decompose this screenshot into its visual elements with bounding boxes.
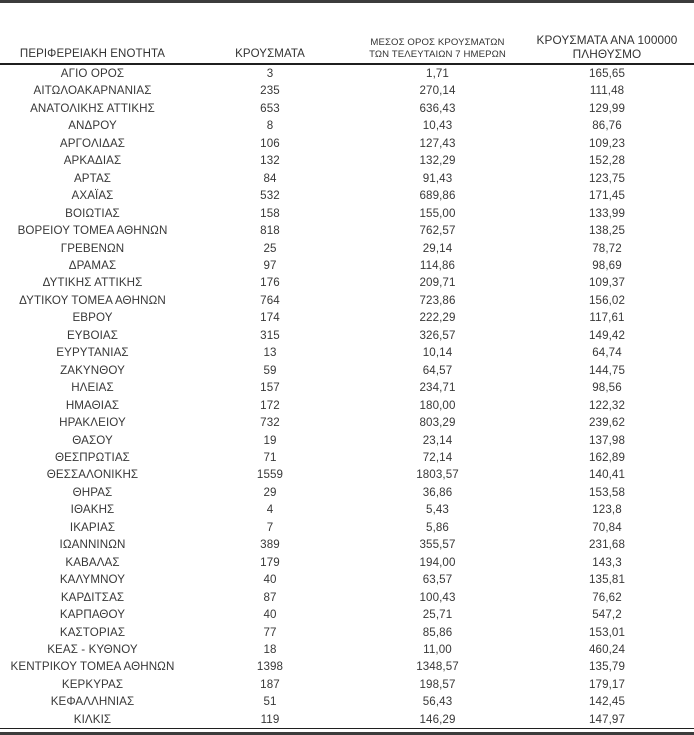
cases-cell: 8 xyxy=(266,119,274,133)
per100k-cell: 111,48 xyxy=(589,84,625,98)
cases-cell: 158 xyxy=(260,206,280,220)
table-row xyxy=(0,292,694,309)
table-body xyxy=(0,64,694,729)
cases-cell: 179 xyxy=(260,555,280,569)
region-cell: ΗΡΑΚΛΕΙΟΥ xyxy=(59,416,126,430)
region-cell: ΒΟΙΩΤΙΑΣ xyxy=(65,206,120,220)
table-row xyxy=(0,309,694,326)
region-cell: ΗΛΕΙΑΣ xyxy=(71,381,114,395)
cases-cell: 389 xyxy=(260,538,280,552)
avg7-cell: 146,29 xyxy=(419,712,456,726)
cases-cell: 71 xyxy=(263,450,277,464)
per100k-cell: 231,68 xyxy=(588,538,626,552)
avg7-cell: 10,43 xyxy=(422,119,453,133)
region-cell: ΚΑΡΠΑΘΟΥ xyxy=(59,608,126,622)
table-row xyxy=(0,170,694,187)
cases-cell: 176 xyxy=(260,276,280,290)
per100k-cell: 123,8 xyxy=(592,503,622,517)
region-cell: ΑΙΤΩΛΟΑΚΑΡΝΑΝΙΑΣ xyxy=(33,84,152,98)
col-header-avg7 xyxy=(355,3,520,64)
table-row xyxy=(0,117,694,134)
cases-cell: 51 xyxy=(263,695,277,709)
per100k-cell: 165,65 xyxy=(588,67,626,80)
avg7-cell: 803,29 xyxy=(419,416,456,430)
cases-cell: 3 xyxy=(266,67,274,80)
per100k-cell: 64,74 xyxy=(592,346,622,360)
avg7-cell: 636,43 xyxy=(419,101,456,115)
table-row xyxy=(0,432,694,449)
per100k-cell: 98,69 xyxy=(592,258,622,272)
table-row xyxy=(0,64,694,82)
avg7-cell: 689,86 xyxy=(419,189,456,203)
regional-cases-table xyxy=(0,3,694,729)
per100k-cell: 133,99 xyxy=(588,206,626,220)
avg7-cell: 5,43 xyxy=(426,503,449,517)
table-row xyxy=(0,187,694,204)
table-row xyxy=(0,379,694,396)
table-row xyxy=(0,606,694,623)
table-row xyxy=(0,589,694,606)
avg7-cell: 64,57 xyxy=(422,363,453,377)
table-row xyxy=(0,152,694,169)
region-cell: ΔΡΑΜΑΣ xyxy=(68,258,117,272)
region-cell: ΙΩΑΝΝΙΝΩΝ xyxy=(59,538,126,552)
avg7-cell: 762,57 xyxy=(419,224,456,238)
table-row xyxy=(0,397,694,414)
cases-cell: 7 xyxy=(266,520,274,534)
table-row xyxy=(0,327,694,344)
region-cell: ΕΒΡΟΥ xyxy=(72,311,113,325)
region-cell: ΚΑΣΤΟΡΙΑΣ xyxy=(59,625,126,639)
table-row xyxy=(0,484,694,501)
per100k-cell: 162,89 xyxy=(588,450,626,464)
col-header-per100k xyxy=(520,3,694,64)
avg7-cell: 11,00 xyxy=(423,642,452,656)
per100k-cell: 138,25 xyxy=(588,224,626,238)
table-row xyxy=(0,222,694,239)
per100k-cell: 109,37 xyxy=(588,276,626,290)
region-cell: ΚΑΡΔΙΤΣΑΣ xyxy=(60,590,125,604)
cases-cell: 172 xyxy=(260,398,280,412)
col-header-per100k-line1: ΚΡΟΥΣΜΑΤΑ ΑΝΑ 100000 xyxy=(536,33,678,47)
avg7-cell: 25,71 xyxy=(422,608,453,622)
table-row xyxy=(0,344,694,361)
per100k-cell: 179,17 xyxy=(588,677,626,691)
table-row xyxy=(0,82,694,99)
per100k-cell: 98,56 xyxy=(592,381,622,395)
cases-cell: 653 xyxy=(260,101,280,115)
region-cell: ΑΝΑΤΟΛΙΚΗΣ ΑΤΤΙΚΗΣ xyxy=(30,101,155,115)
region-cell: ΚΕΦΑΛΛΗΝΙΑΣ xyxy=(50,695,135,709)
cases-cell: 59 xyxy=(263,363,277,377)
avg7-cell: 270,14 xyxy=(419,84,456,98)
cases-cell: 732 xyxy=(260,416,280,430)
cases-cell: 19 xyxy=(263,433,277,447)
avg7-cell: 114,86 xyxy=(419,258,456,272)
per100k-cell: 149,42 xyxy=(588,328,626,342)
avg7-cell: 180,00 xyxy=(419,398,456,412)
table-row xyxy=(0,274,694,291)
per100k-cell: 122,32 xyxy=(588,398,626,412)
region-cell: ΑΡΚΑΔΙΑΣ xyxy=(63,154,122,168)
avg7-cell: 85,86 xyxy=(422,625,453,639)
region-cell: ΑΓΙΟ ΟΡΟΣ xyxy=(60,67,125,80)
per100k-cell: 239,62 xyxy=(588,416,626,430)
cases-cell: 13 xyxy=(263,346,277,360)
avg7-cell: 194,00 xyxy=(419,555,456,569)
cases-cell: 132 xyxy=(260,154,280,168)
avg7-cell: 36,86 xyxy=(422,485,453,499)
table-row xyxy=(0,100,694,117)
cases-cell: 97 xyxy=(263,258,277,272)
per100k-cell: 152,28 xyxy=(588,154,626,168)
avg7-cell: 56,43 xyxy=(422,695,453,709)
table-row xyxy=(0,624,694,641)
cases-cell: 532 xyxy=(260,189,280,203)
table-row xyxy=(0,554,694,571)
avg7-cell: 5,86 xyxy=(426,520,449,534)
region-cell: ΚΙΛΚΙΣ xyxy=(73,712,112,726)
avg7-cell: 63,57 xyxy=(422,573,453,587)
per100k-cell: 143,3 xyxy=(592,555,622,569)
per100k-cell: 153,01 xyxy=(588,625,626,639)
region-cell: ΑΧΑΪΑΣ xyxy=(71,189,114,203)
table-row xyxy=(0,711,694,729)
table-row xyxy=(0,501,694,518)
region-cell: ΔΥΤΙΚΟΥ ΤΟΜΕΑ ΑΘΗΝΩΝ xyxy=(19,293,166,307)
region-cell: ΙΚΑΡΙΑΣ xyxy=(69,520,116,534)
avg7-cell: 355,57 xyxy=(419,538,456,552)
region-cell: ΚΑΒΑΛΑΣ xyxy=(65,555,120,569)
per100k-cell: 76,62 xyxy=(592,590,622,604)
per100k-cell: 147,97 xyxy=(588,712,626,726)
per100k-cell: 142,45 xyxy=(588,695,626,709)
per100k-cell: 86,76 xyxy=(592,119,622,133)
header-row xyxy=(0,3,694,64)
region-cell: ΚΑΛΥΜΝΟΥ xyxy=(59,573,126,587)
region-cell: ΒΟΡΕΙΟΥ ΤΟΜΕΑ ΑΘΗΝΩΝ xyxy=(17,224,168,238)
avg7-cell: 155,00 xyxy=(419,206,456,220)
table-row xyxy=(0,449,694,466)
per100k-cell: 171,45 xyxy=(588,189,626,203)
avg7-cell: 72,14 xyxy=(422,450,453,464)
cases-cell: 1559 xyxy=(256,468,284,482)
region-cell: ΚΕΑΣ - ΚΥΘΝΟΥ xyxy=(47,642,138,656)
cases-cell: 174 xyxy=(260,311,280,325)
avg7-cell: 132,29 xyxy=(419,154,456,168)
per100k-cell: 117,61 xyxy=(589,311,625,325)
region-cell: ΑΝΔΡΟΥ xyxy=(68,119,117,133)
per100k-cell: 123,75 xyxy=(588,171,626,185)
table-row xyxy=(0,414,694,431)
cases-cell: 87 xyxy=(263,590,277,604)
region-cell: ΑΡΤΑΣ xyxy=(73,171,112,185)
table-header xyxy=(0,3,694,64)
per100k-cell: 135,79 xyxy=(588,660,626,674)
avg7-cell: 1803,57 xyxy=(416,468,459,482)
cases-cell: 187 xyxy=(260,677,280,691)
table-row xyxy=(0,205,694,222)
col-header-avg7-line1: ΜΕΣΟΣ ΟΡΟΣ ΚΡΟΥΣΜΑΤΩΝ xyxy=(370,37,505,48)
col-header-avg7-line2: ΤΩΝ ΤΕΛΕΥΤΑΙΩΝ 7 ΗΜΕΡΩΝ xyxy=(369,49,506,60)
cases-cell: 40 xyxy=(263,608,277,622)
avg7-cell: 29,14 xyxy=(422,241,453,255)
cases-cell: 818 xyxy=(260,224,280,238)
table-row xyxy=(0,135,694,152)
avg7-cell: 100,43 xyxy=(419,590,456,604)
region-cell: ΚΕΡΚΥΡΑΣ xyxy=(61,677,124,691)
avg7-cell: 222,29 xyxy=(419,311,456,325)
per100k-cell: 140,41 xyxy=(588,468,626,482)
per100k-cell: 144,75 xyxy=(588,363,626,377)
cases-cell: 40 xyxy=(263,573,277,587)
avg7-cell: 1,71 xyxy=(426,67,449,80)
avg7-cell: 723,86 xyxy=(419,293,456,307)
per100k-cell: 78,72 xyxy=(592,241,622,255)
avg7-cell: 10,14 xyxy=(422,346,453,360)
avg7-cell: 198,57 xyxy=(419,677,456,691)
cases-cell: 1398 xyxy=(256,660,284,674)
table-row xyxy=(0,466,694,483)
region-cell: ΔΥΤΙΚΗΣ ΑΤΤΙΚΗΣ xyxy=(42,276,143,290)
per100k-cell: 156,02 xyxy=(588,293,626,307)
table-row xyxy=(0,536,694,553)
table-row xyxy=(0,519,694,536)
avg7-cell: 91,43 xyxy=(422,171,453,185)
cases-cell: 315 xyxy=(260,328,280,342)
cases-cell: 235 xyxy=(260,84,280,98)
cases-cell: 4 xyxy=(266,503,274,517)
avg7-cell: 23,14 xyxy=(422,433,453,447)
region-cell: ΕΥΒΟΙΑΣ xyxy=(66,328,119,342)
cases-cell: 764 xyxy=(260,293,280,307)
cases-cell: 106 xyxy=(260,136,280,150)
table-row xyxy=(0,693,694,710)
per100k-cell: 137,98 xyxy=(588,433,626,447)
region-cell: ΖΑΚΥΝΘΟΥ xyxy=(60,363,125,377)
cases-cell: 18 xyxy=(263,642,277,656)
cases-cell: 157 xyxy=(260,381,280,395)
per100k-cell: 153,58 xyxy=(588,485,626,499)
table-row xyxy=(0,362,694,379)
region-cell: ΙΘΑΚΗΣ xyxy=(70,503,115,517)
cases-cell: 84 xyxy=(263,171,277,185)
avg7-cell: 1348,57 xyxy=(416,660,459,674)
avg7-cell: 127,43 xyxy=(419,136,456,150)
avg7-cell: 326,57 xyxy=(419,328,456,342)
cases-cell: 119 xyxy=(260,712,280,726)
region-cell: ΘΑΣΟΥ xyxy=(72,433,113,447)
table-row xyxy=(0,571,694,588)
table-row xyxy=(0,240,694,257)
per100k-cell: 135,81 xyxy=(588,573,626,587)
avg7-cell: 209,71 xyxy=(419,276,456,290)
region-cell: ΕΥΡΥΤΑΝΙΑΣ xyxy=(56,346,129,360)
table-row xyxy=(0,658,694,675)
cases-cell: 29 xyxy=(263,485,277,499)
region-cell: ΑΡΓΟΛΙΔΑΣ xyxy=(59,136,126,150)
cases-cell: 25 xyxy=(263,241,277,255)
region-cell: ΘΗΡΑΣ xyxy=(72,485,113,499)
region-cell: ΓΡΕΒΕΝΩΝ xyxy=(60,241,125,255)
region-cell: ΘΕΣΣΑΛΟΝΙΚΗΣ xyxy=(46,468,139,482)
col-header-per100k-line2: ΠΛΗΘΥΣΜΟ xyxy=(572,47,642,61)
per100k-cell: 460,24 xyxy=(588,642,626,656)
table-row xyxy=(0,257,694,274)
table-row xyxy=(0,641,694,658)
per100k-cell: 70,84 xyxy=(592,520,622,534)
region-cell: ΘΕΣΠΡΩΤΙΑΣ xyxy=(55,450,130,464)
col-header-cases: ΚΡΟΥΣΜΑΤΑ xyxy=(185,3,355,64)
per100k-cell: 129,99 xyxy=(588,101,626,115)
table-row xyxy=(0,676,694,693)
col-header-region: ΠΕΡΙΦΕΡΕΙΑΚΗ ΕΝΟΤΗΤΑ xyxy=(0,3,185,64)
cases-cell: 77 xyxy=(263,625,277,639)
per100k-cell: 547,2 xyxy=(592,608,622,622)
avg7-cell: 234,71 xyxy=(419,381,456,395)
per100k-cell: 109,23 xyxy=(588,136,626,150)
region-cell: ΚΕΝΤΡΙΚΟΥ ΤΟΜΕΑ ΑΘΗΝΩΝ xyxy=(10,660,175,674)
region-cell: ΗΜΑΘΙΑΣ xyxy=(65,398,120,412)
